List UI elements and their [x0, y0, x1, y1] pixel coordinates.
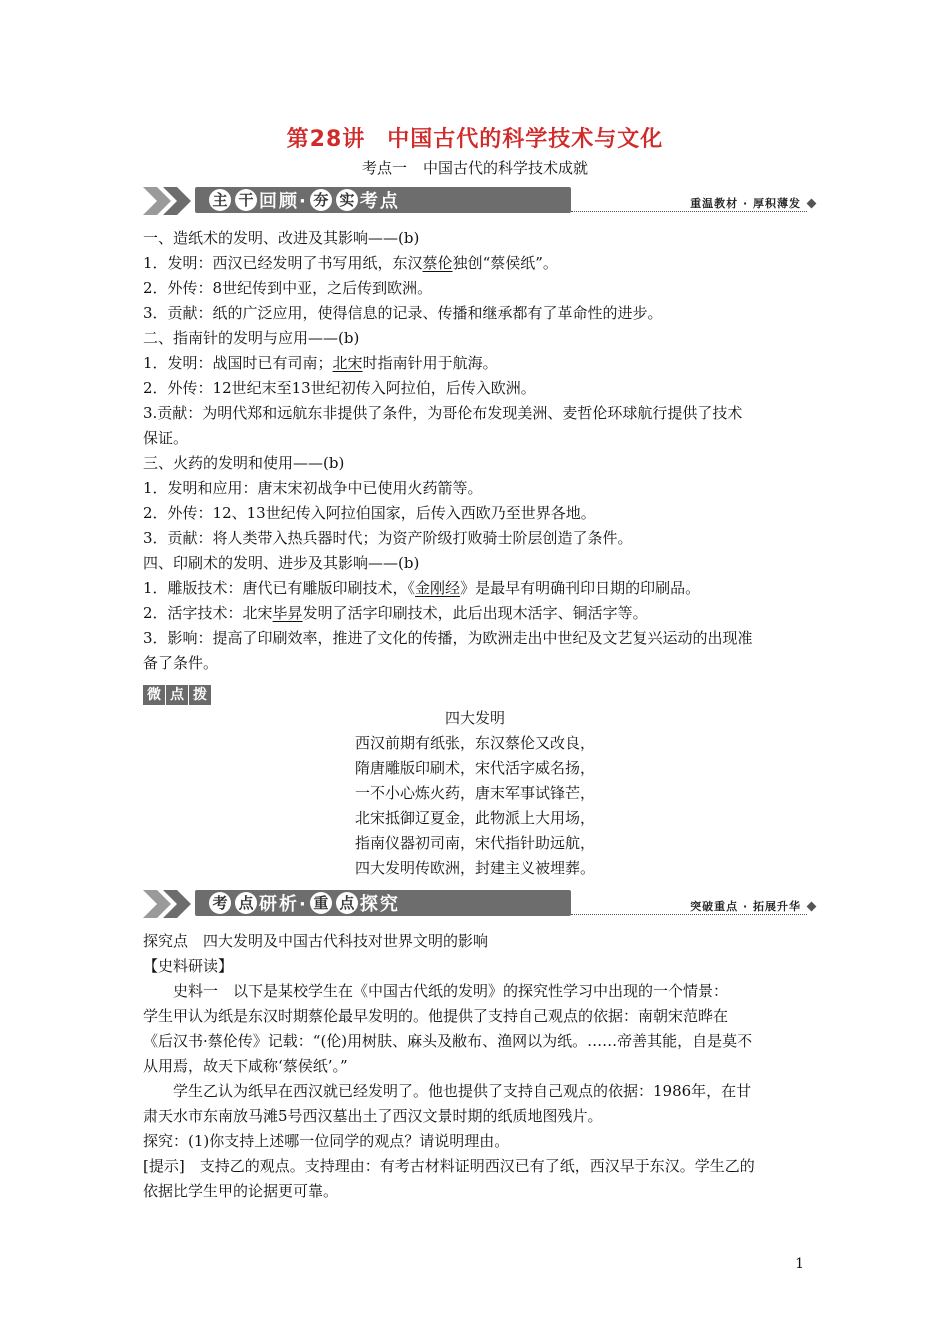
banner-text: 探究: [359, 894, 400, 915]
poem-line: 一不小心炼火药，唐末军事试锋芒，: [354, 784, 595, 802]
text-line: 史料一 以下是某校学生在《中国古代纸的发明》的探究性学习中出现的一个情景：: [143, 982, 729, 1000]
page-title: [0, 122, 950, 153]
text-line: [提示] 支持乙的观点。支持理由：有考古材料证明西汉已有了纸，西汉早于东汉。学生乙的: [143, 1157, 755, 1175]
review-banner: [143, 185, 819, 217]
banner-text: 回顾·: [259, 191, 308, 212]
underlined-term: 毕昇: [272, 604, 303, 622]
text-line: 依据比学生甲的论据更可靠。: [143, 1182, 339, 1200]
text-line: 2．活字技术：北宋毕昇发明了活字印刷技术，此后出现木活字、铜活字等。: [143, 604, 648, 622]
text-line: 2．外传：12、13世纪传入阿拉伯国家，后传入西欧乃至世界各地。: [143, 504, 596, 522]
poem-line: 指南仪器初司南，宋代指针助远航，: [354, 834, 595, 852]
tip-tag-char: 微: [143, 685, 165, 705]
poem-title: 四大发明: [444, 709, 505, 727]
banner-char: 点: [235, 892, 257, 914]
banner-char: 主: [209, 189, 231, 211]
double-chevron-icon: [143, 185, 199, 217]
text-line: 保证。: [143, 429, 189, 447]
subtitle-point: 考点一: [361, 159, 407, 177]
text-line: 《后汉书·蔡伦传》记载：“(伦)用树肤、麻头及敝布、渔网以为纸。……帝善其能，自是莫不: [143, 1032, 753, 1050]
text-line: 三、火药的发明和使用——(b): [143, 454, 345, 472]
banner-motto: 重温教材 · 厚积薄发: [690, 197, 801, 210]
banner-char: 考: [209, 892, 231, 914]
text-line: 1．发明：西汉已经发明了书写用纸，东汉蔡伦独创“蔡侯纸”。: [143, 254, 558, 272]
text-line: 3.贡献：为明代郑和远航东非提供了条件，为哥伦布发现美洲、麦哲伦环球航行提供了技术: [143, 404, 743, 422]
diamond-icon: [807, 902, 817, 912]
banner-char: 实: [336, 189, 358, 211]
banner-char: 点: [336, 892, 358, 914]
analysis-banner-title: [195, 890, 571, 916]
text-line: 探究：(1)你支持上述哪一位同学的观点？请说明理由。: [143, 1132, 510, 1150]
text-line: 二、指南针的发明与应用——(b): [143, 329, 360, 347]
poem-line: 隋唐雕版印刷术，宋代活字威名扬，: [354, 759, 595, 777]
text-line: 肃天水市东南放马滩5号西汉墓出土了西汉文景时期的纸质地图残片。: [143, 1107, 603, 1125]
text-line: 1．发明：战国时已有司南；北宋时指南针用于航海。: [143, 354, 498, 372]
banner-text: 研析·: [259, 894, 308, 915]
text-line: 一、造纸术的发明、改进及其影响——(b): [143, 229, 420, 247]
underlined-term: 蔡伦: [422, 254, 453, 272]
text-line: 从用焉，故天下咸称‘蔡侯纸’。”: [143, 1057, 348, 1075]
text-line: 2．外传：8世纪传到中亚，之后传到欧洲。: [143, 279, 433, 297]
poem-line: 四大发明传欧洲，封建主义被埋葬。: [354, 859, 595, 877]
text-line: 3．贡献：纸的广泛应用，使得信息的记录、传播和继承都有了革命性的进步。: [143, 304, 663, 322]
text-line: 3．影响：提高了印刷效率，推进了文化的传播，为欧洲走出中世纪及文艺复兴运动的出现准: [143, 629, 753, 647]
lecture-number: 第28讲: [286, 127, 366, 152]
dotted-divider: [571, 211, 807, 212]
analysis-banner: [143, 888, 819, 920]
underlined-term: 金刚经: [415, 579, 461, 597]
text-line: 探究点 四大发明及中国古代科技对世界文明的影响: [143, 932, 489, 950]
double-chevron-icon: [143, 888, 199, 920]
tip-tag-char: 点: [166, 685, 188, 705]
banner-char: 重: [310, 892, 332, 914]
poem-line: 北宋抵御辽夏金，此物派上大用场，: [354, 809, 595, 827]
page-number: 1: [795, 1256, 804, 1272]
text-line: 2．外传：12世纪末至13世纪初传入阿拉伯，后传入欧洲。: [143, 379, 536, 397]
text-line: 1．发明和应用：唐末宋初战争中已使用火药箭等。: [143, 479, 483, 497]
banner-char: 夯: [310, 189, 332, 211]
text-line: 备了条件。: [143, 654, 219, 672]
diamond-icon: [807, 199, 817, 209]
banner-char: 干: [235, 189, 257, 211]
lecture-topic: 中国古代的科学技术与文化: [387, 127, 664, 152]
poem-line: 西汉前期有纸张，东汉蔡伦又改良，: [354, 734, 595, 752]
text-line: 学生甲认为纸是东汉时期蔡伦最早发明的。他提供了支持自己观点的依据：南朝宋范晔在: [143, 1007, 729, 1025]
section-subtitle: [0, 157, 950, 178]
banner-motto: 突破重点 · 拓展升华: [690, 900, 801, 913]
review-banner-title: [195, 187, 571, 213]
text-line: 3．贡献：将人类带入热兵器时代；为资产阶级打败骑士阶层创造了条件。: [143, 529, 633, 547]
subtitle-text: 中国古代的科学技术成就: [423, 159, 589, 177]
tip-tag: [143, 685, 211, 705]
text-line: 四、印刷术的发明、进步及其影响——(b): [143, 554, 420, 572]
text-line: 【史料研读】: [143, 957, 234, 975]
dotted-divider: [571, 914, 807, 915]
tip-tag-char: 拨: [189, 685, 211, 705]
banner-text: 考点: [359, 191, 400, 212]
text-line: 学生乙认为纸早在西汉就已经发明了。他也提供了支持自己观点的依据：1986年，在甘: [143, 1082, 752, 1100]
underlined-term: 北宋: [332, 354, 363, 372]
text-line: 1．雕版技术：唐代已有雕版印刷技术，《金刚经》是最早有明确刊印日期的印刷品。: [143, 579, 701, 597]
